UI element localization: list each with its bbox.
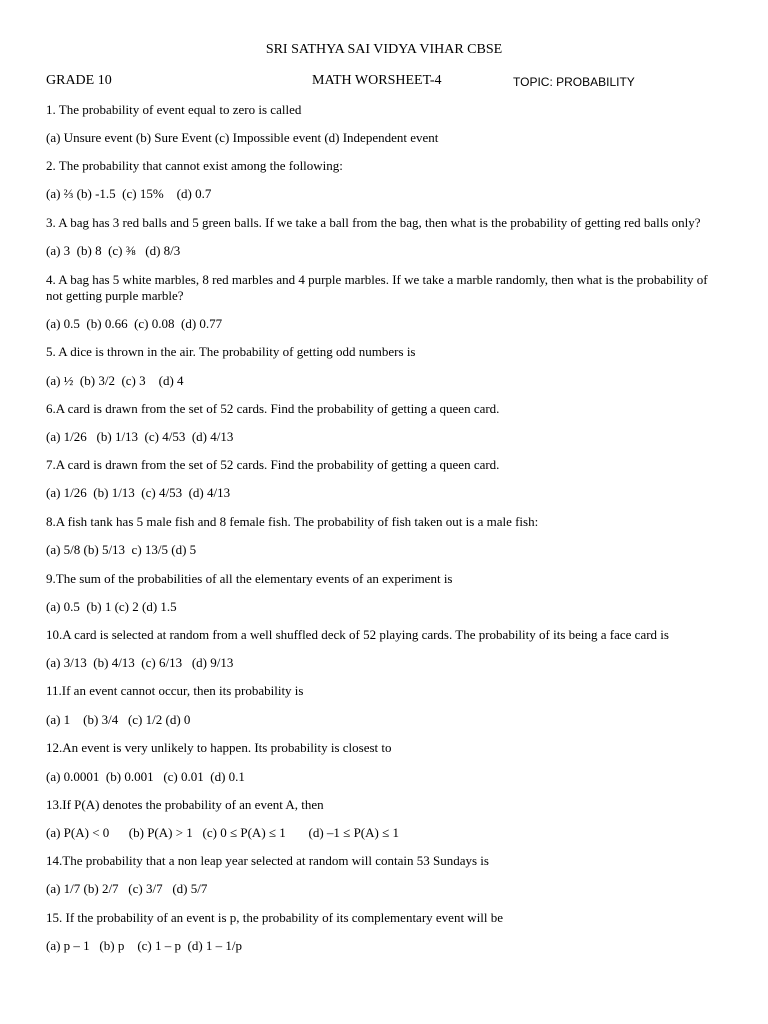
options-2: (a) ⅔ (b) -1.5 (c) 15% (d) 0.7 [46,186,212,201]
question-2: 2. The probability that cannot exist among the following: [46,158,343,173]
question-10: 10.A card is selected at random from a well shuffled deck of 52 playing cards. The probability of its being a face card is [46,627,669,642]
options-9: (a) 0.5 (b) 1 (c) 2 (d) 1.5 [46,599,177,614]
options-8: (a) 5/8 (b) 5/13 c) 13/5 (d) 5 [46,542,197,557]
options-14: (a) 1/7 (b) 2/7 (c) 3/7 (d) 5/7 [46,881,208,896]
options-4: (a) 0.5 (b) 0.66 (c) 0.08 (d) 0.77 [46,316,223,331]
question-15: 15. If the probability of an event is p, the probability of its complementary event will be [46,910,504,925]
options-3: (a) 3 (b) 8 (c) ⅜ (d) 8/3 [46,243,181,258]
question-8: 8.A fish tank has 5 male fish and 8 female fish. The probability of fish taken out is a male fish: [46,514,539,529]
options-11: (a) 1 (b) 3/4 (c) 1/2 (d) 0 [46,712,191,727]
options-6: (a) 1/26 (b) 1/13 (c) 4/53 (d) 4/13 [46,429,234,444]
question-11: 11.If an event cannot occur, then its probability is [46,683,304,698]
options-12: (a) 0.0001 (b) 0.001 (c) 0.01 (d) 0.1 [46,769,245,784]
worksheet-title: MATH WORSHEET-4 [312,73,442,88]
options-1: (a) Unsure event (b) Sure Event (c) Impossible event (d) Independent event [46,130,439,145]
options-10: (a) 3/13 (b) 4/13 (c) 6/13 (d) 9/13 [46,655,234,670]
question-1: 1. The probability of event equal to zero is called [46,102,302,117]
school-name: SRI SATHYA SAI VIDYA VIHAR CBSE [265,42,503,57]
topic-label: TOPIC: PROBABILITY [513,75,635,89]
question-14: 14.The probability that a non leap year selected at random will contain 53 Sundays is [46,853,489,868]
question-5: 5. A dice is thrown in the air. The probability of getting odd numbers is [46,344,416,359]
options-15: (a) p – 1 (b) p (c) 1 – p (d) 1 – 1/p [46,938,243,953]
question-3: 3. A bag has 3 red balls and 5 green balls. If we take a ball from the bag, then what is the probability of getting red balls only? [46,215,701,230]
grade-label: GRADE 10 [46,73,112,88]
question-12: 12.An event is very unlikely to happen. Its probability is closest to [46,740,392,755]
options-5: (a) ½ (b) 3/2 (c) 3 (d) 4 [46,373,184,388]
question-13: 13.If P(A) denotes the probability of an event A, then [46,797,324,812]
question-6: 6.A card is drawn from the set of 52 cards. Find the probability of getting a queen card. [46,401,500,416]
options-7: (a) 1/26 (b) 1/13 (c) 4/53 (d) 4/13 [46,485,231,500]
question-4: 4. A bag has 5 white marbles, 8 red marbles and 4 purple marbles. If we take a marble randomly, then what is the probability of not getting purple marble? [46,272,711,303]
options-13: (a) P(A) < 0 (b) P(A) > 1 (c) 0 ≤ P(A) ≤ 1 (d) –1 ≤ P(A) ≤ 1 [46,825,399,840]
question-9: 9.The sum of the probabilities of all the elementary events of an experiment is [46,571,453,586]
question-7: 7.A card is drawn from the set of 52 cards. Find the probability of getting a queen card. [46,457,500,472]
